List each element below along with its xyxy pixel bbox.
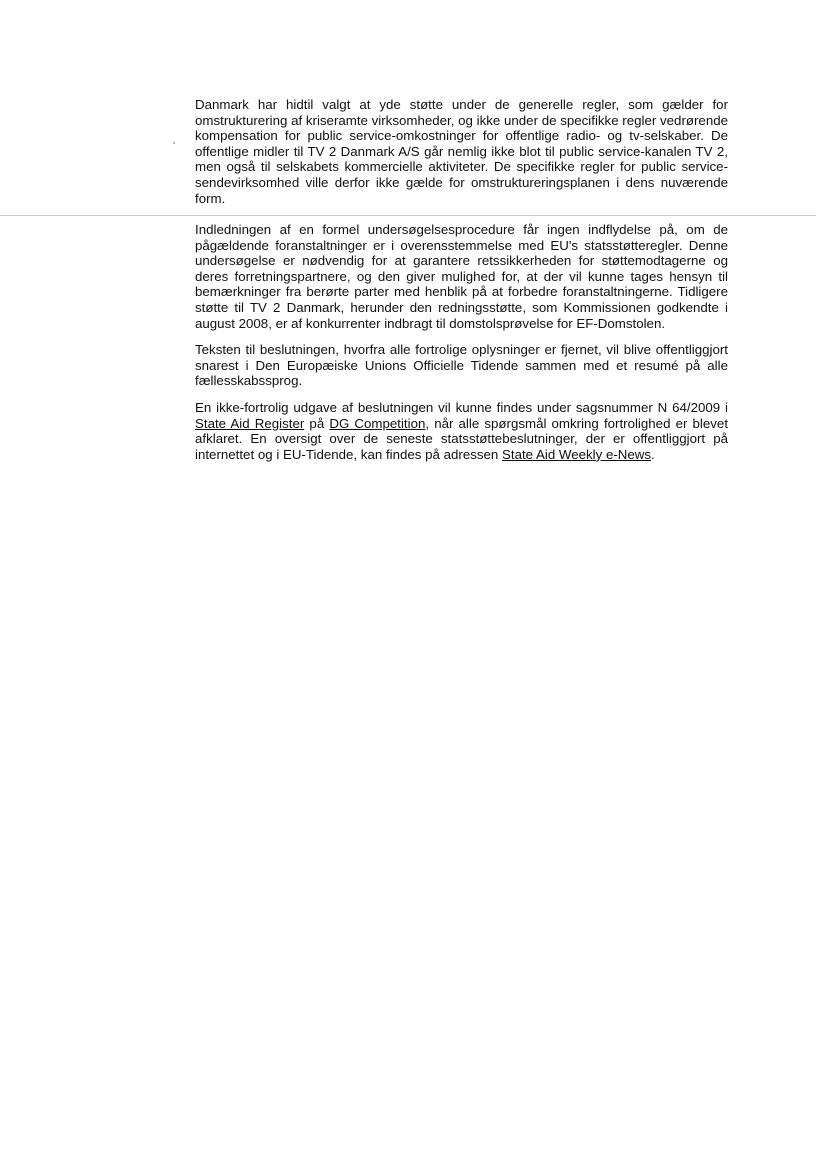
dg-competition-link[interactable]: DG Competition <box>329 415 426 431</box>
paragraph-restructuring-rules: Danmark har hidtil valgt at yde støtte under de generelle regler, som gælder for omstrukturering af kriseramte virksomheder, og ikke under de specifikke regler vedrørende kompensation for public service-omkostninger for offentlige radio- og tv-selskaber. De offentlige midler til TV 2 Danmark A/S går nemlig ikke blot til public service-kanalen TV 2, men også til selskabets kommercielle aktiviteter. De specifikke regler for public service-sendevirksomhed ville derfor ikke gælde for omstruktureringsplanen i dens nuværende form. <box>195 97 728 206</box>
paragraph-text-segment: En ikke-fortrolig udgave af beslutningen vil kunne findes under sagsnummer N 64/2009 i <box>195 399 728 415</box>
paragraph-non-confidential-version <box>195 400 728 462</box>
state-aid-register-link[interactable]: State Aid Register <box>195 415 305 431</box>
page-divider <box>0 215 816 216</box>
state-aid-weekly-enews-link[interactable]: State Aid Weekly e-News <box>502 446 652 462</box>
paragraph-text-segment: . <box>651 446 655 462</box>
paragraph-text-segment: på <box>304 415 330 431</box>
paragraph-text-segment: , når alle spørgsmål omkring fortrolighed er blevet afklaret. En oversigt over de seneste statsstøttebeslutninger, der er offentliggjort på internettet og i EU-Tidende, kan findes på adressen <box>195 415 729 462</box>
scan-speck <box>173 142 175 144</box>
paragraph-formal-investigation: Indledningen af en formel undersøgelsesprocedure får ingen indflydelse på, om de pågældende foranstaltninger er i overensstemmelse med EU's statsstøtteregler. Denne undersøgelse er nødvendig for at garantere retssikkerheden for støttemodtagerne og deres forretningspartnere, og den giver mulighed for, at der vil kunne tages hensyn til bemærkninger fra berørte parter med henblik på at forbedre foranstaltningerne. Tidligere støtte til TV 2 Danmark, herunder den redningsstøtte, som Kommissionen godkendte i august 2008, er af konkurrenter indbragt til domstolsprøvelse for EF-Domstolen. <box>195 222 728 331</box>
text-block-bottom <box>195 222 728 473</box>
paragraph-decision-publication: Teksten til beslutningen, hvorfra alle fortrolige oplysninger er fjernet, vil blive offentliggjort snarest i Den Europæiske Unions Officielle Tidende sammen med et resumé på alle fællesskabssprog. <box>195 342 728 389</box>
text-block-top <box>195 97 728 217</box>
